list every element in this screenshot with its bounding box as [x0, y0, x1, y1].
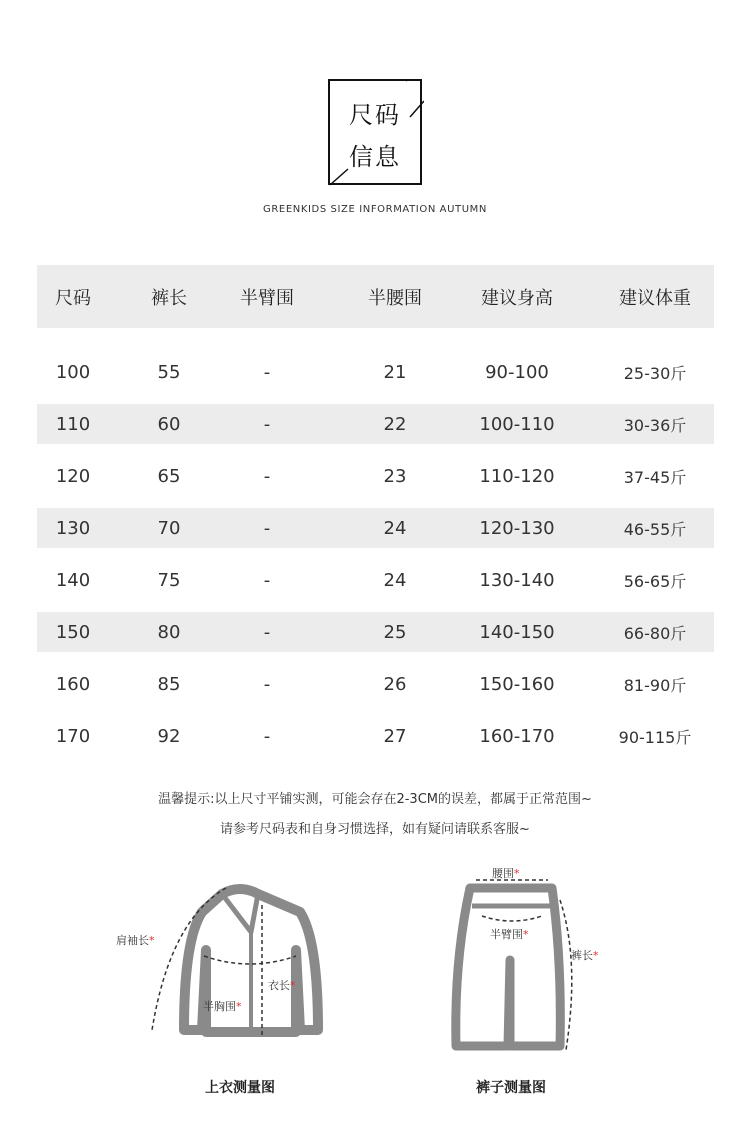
cell-size: 120 [55, 465, 91, 487]
header-half-waist: 半腰围 [368, 287, 422, 309]
title-line-2: 信息 [349, 143, 401, 171]
cell-height: 140-150 [479, 621, 555, 643]
title-line-1: 尺码 [349, 101, 401, 129]
cell-pants-length: 60 [157, 413, 181, 435]
subtitle: GREENKIDS SIZE INFORMATION AUTUMN [263, 204, 487, 215]
cell-size: 170 [55, 725, 91, 747]
header-height: 建议身高 [481, 287, 553, 309]
cell-half-arm: - [263, 361, 271, 383]
cell-half-arm: - [263, 413, 271, 435]
cell-half-waist: 21 [383, 361, 407, 383]
header-weight: 建议体重 [619, 287, 691, 309]
label-jacket-length: 衣长* [268, 979, 296, 992]
caption-pants-diagram: 裤子测量图 [476, 1080, 546, 1096]
cell-half-arm: - [263, 517, 271, 539]
cell-pants-length: 85 [157, 673, 181, 695]
cell-half-waist: 23 [383, 465, 407, 487]
label-shoulder-sleeve: 肩袖长* [116, 934, 155, 947]
note-line-2: 请参考尺码表和自身习惯选择，如有疑问请联系客服~ [220, 822, 530, 837]
cell-height: 110-120 [479, 465, 555, 487]
cell-half-waist: 27 [383, 725, 407, 747]
cell-half-arm: - [263, 621, 271, 643]
header-size: 尺码 [55, 287, 91, 309]
cell-height: 100-110 [479, 413, 555, 435]
cell-weight: 90-115斤 [618, 727, 692, 747]
cell-half-arm: - [263, 569, 271, 591]
cell-half-arm: - [263, 465, 271, 487]
cell-pants-length: 70 [157, 517, 181, 539]
cell-weight: 56-65斤 [623, 571, 687, 591]
label-pants-length: 裤长* [571, 949, 599, 962]
cell-height: 120-130 [479, 517, 555, 539]
cell-weight: 30-36斤 [623, 415, 687, 435]
cell-height: 160-170 [479, 725, 555, 747]
cell-height: 150-160 [479, 673, 555, 695]
cell-size: 150 [55, 621, 91, 643]
cell-height: 90-100 [485, 361, 549, 383]
label-half-chest: 半胸围* [203, 1000, 242, 1013]
cell-size: 130 [55, 517, 91, 539]
header-pants-length: 裤长 [151, 287, 187, 309]
cell-half-waist: 24 [383, 517, 407, 539]
cell-half-waist: 24 [383, 569, 407, 591]
cell-weight: 37-45斤 [623, 467, 687, 487]
header-half-arm: 半臂围 [240, 287, 294, 309]
cell-pants-length: 80 [157, 621, 181, 643]
cell-size: 160 [55, 673, 91, 695]
note-line-1: 温馨提示:以上尺寸平铺实测，可能会存在2-3CM的误差，都属于正常范围~ [158, 792, 592, 807]
cell-size: 140 [55, 569, 91, 591]
cell-size: 100 [55, 361, 91, 383]
cell-weight: 66-80斤 [623, 623, 687, 643]
label-half-arm: 半臂围* [490, 928, 529, 941]
label-waist: 腰围* [492, 867, 520, 880]
cell-half-arm: - [263, 725, 271, 747]
cell-weight: 81-90斤 [623, 675, 687, 695]
cell-size: 110 [55, 413, 91, 435]
cell-half-waist: 22 [383, 413, 407, 435]
cell-weight: 25-30斤 [623, 363, 687, 383]
pants-illustration [456, 888, 561, 1046]
caption-top-diagram: 上衣测量图 [205, 1080, 275, 1096]
cell-half-arm: - [263, 673, 271, 695]
cell-pants-length: 65 [157, 465, 181, 487]
cell-weight: 46-55斤 [623, 519, 687, 539]
cell-half-waist: 26 [383, 673, 407, 695]
cell-pants-length: 92 [157, 725, 181, 747]
cell-pants-length: 55 [157, 361, 181, 383]
cell-height: 130-140 [479, 569, 555, 591]
cell-pants-length: 75 [157, 569, 181, 591]
cell-half-waist: 25 [383, 621, 407, 643]
